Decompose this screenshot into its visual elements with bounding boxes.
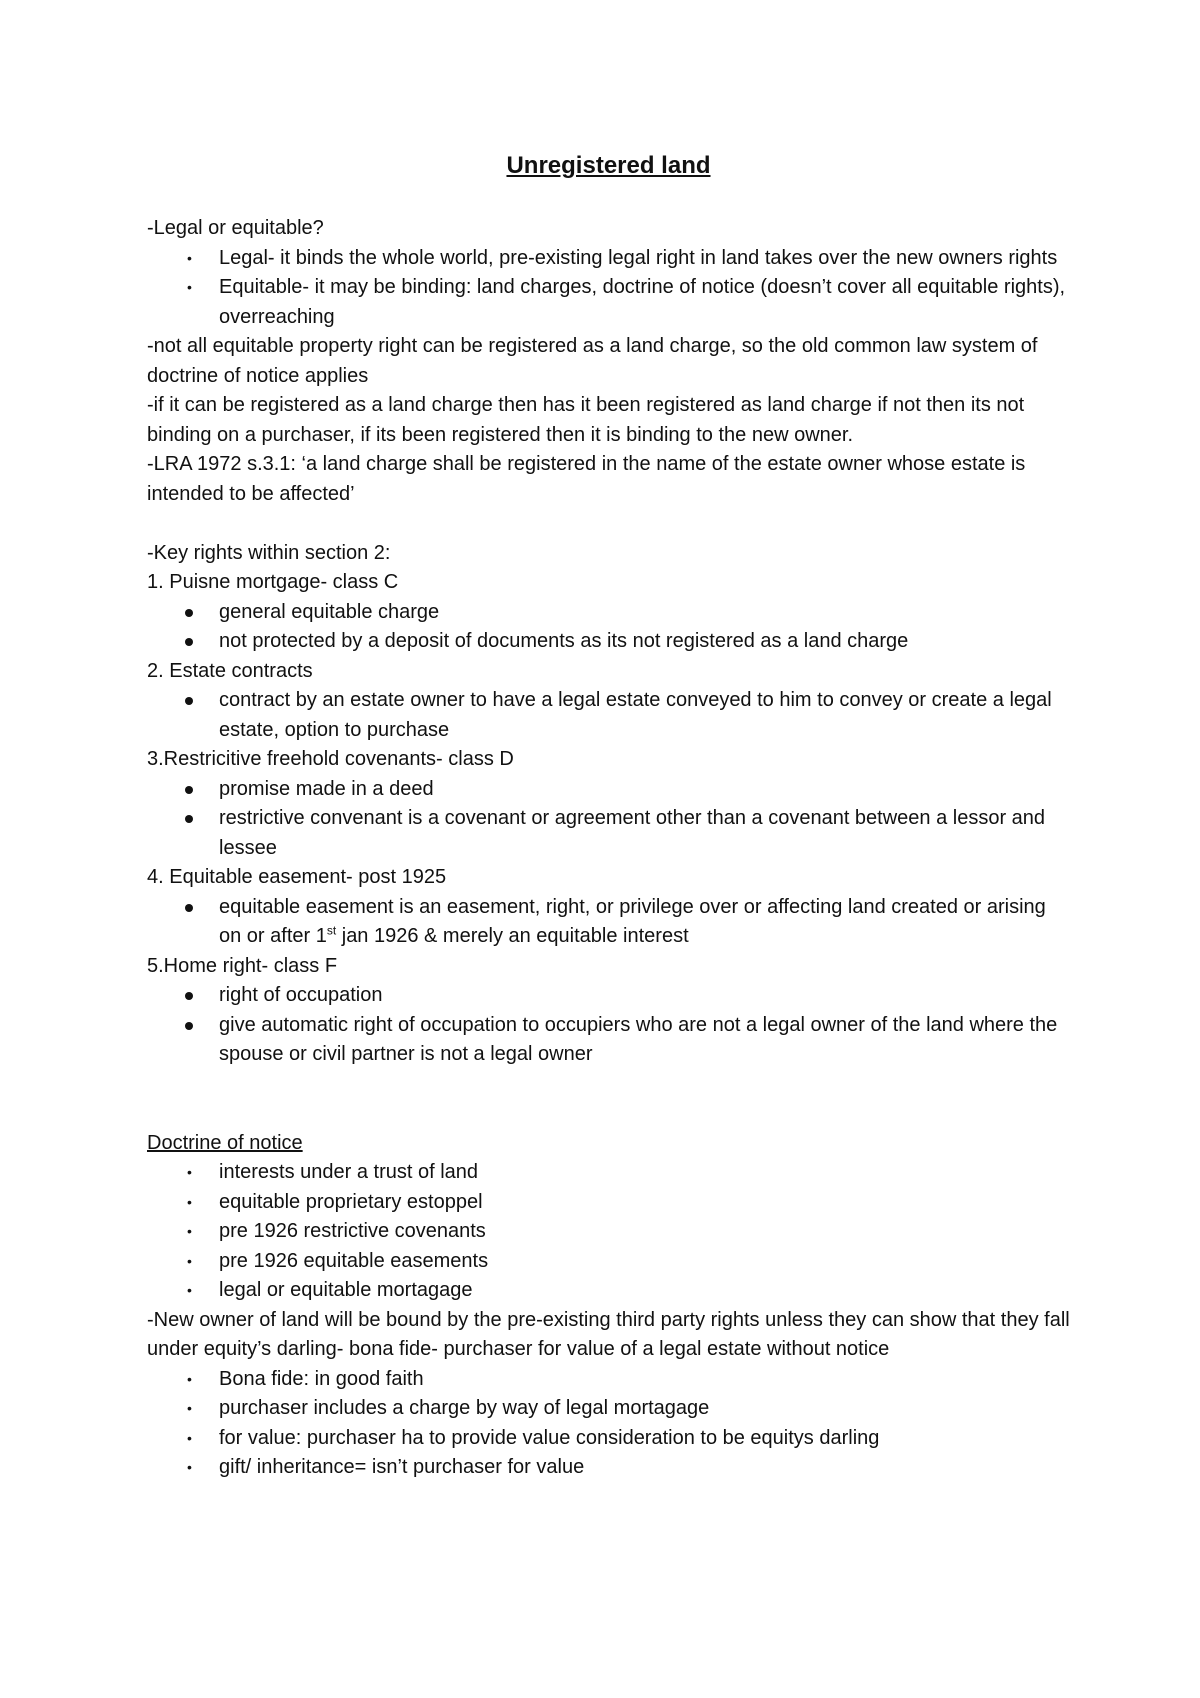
list-item: pre 1926 equitable easements xyxy=(219,1249,489,1272)
right-title: 1. Puisne mortgage- class C xyxy=(147,571,399,593)
superscript: st xyxy=(326,923,337,938)
list-item: restrictive convenant is a covenant or agreement other than a covenant between a lessor and lessee xyxy=(219,807,1046,859)
bullet-list xyxy=(147,775,1070,864)
bullet-list xyxy=(147,686,1070,745)
list-item: Legal- it binds the whole world, pre-existing legal right in land takes over the new owners rights xyxy=(219,246,1058,269)
bullet-list xyxy=(147,893,1070,952)
paragraph: -LRA 1972 s.3.1: ‘a land charge shall be registered in the name of the estate owner whose estate is intended to be affected’ xyxy=(147,453,1026,505)
list-item: interests under a trust of land xyxy=(219,1161,479,1183)
list-item: pre 1926 restrictive covenants xyxy=(219,1220,486,1242)
bullet-list xyxy=(147,981,1070,1070)
list-item: for value: purchaser ha to provide value consideration to be equitys darling xyxy=(219,1426,880,1449)
list-item: legal or equitable mortagage xyxy=(219,1279,473,1301)
list-item: give automatic right of occupation to occupiers who are not a legal owner of the land where the spouse or civil partner is not a legal owner xyxy=(219,1013,1058,1065)
right-title: 4. Equitable easement- post 1925 xyxy=(147,866,447,888)
right-title: 2. Estate contracts xyxy=(147,659,313,682)
list-item: equitable easement is an easement, right, or privilege over or affecting land created or arising on or after 1st jan 1926 & merely an equitable interest xyxy=(219,895,1046,947)
doctrine-bullet-list xyxy=(147,1158,1070,1306)
right-title: 5.Home right- class F xyxy=(147,954,338,977)
list-item: purchaser includes a charge by way of legal mortagage xyxy=(219,1397,710,1419)
list-item: contract by an estate owner to have a legal estate conveyed to him to convey or create a legal estate, option to purchase xyxy=(219,689,1052,741)
list-item: Bona fide: in good faith xyxy=(219,1367,424,1390)
list-item: Equitable- it may be binding: land charges, doctrine of notice (doesn’t cover all equitable rights), overreaching xyxy=(219,276,1066,328)
intro-question: -Legal or equitable? xyxy=(147,217,324,239)
paragraph: -New owner of land will be bound by the pre-existing third party rights unless they can show that they fall under equity’s darling- bona fide- purchaser for value of a legal estate without notice xyxy=(147,1308,1070,1360)
doctrine-heading: Doctrine of notice xyxy=(147,1131,303,1154)
list-item: promise made in a deed xyxy=(219,777,434,800)
section-heading: -Key rights within section 2: xyxy=(147,541,391,564)
doctrine-bullet-list-2 xyxy=(147,1365,1070,1483)
bullet-list xyxy=(147,598,1070,657)
list-item: gift/ inheritance= isn’t purchaser for value xyxy=(219,1456,585,1478)
list-item: general equitable charge xyxy=(219,600,440,623)
spacer xyxy=(147,1099,1070,1129)
list-item: right of occupation xyxy=(219,984,383,1006)
list-item: equitable proprietary estoppel xyxy=(219,1190,483,1213)
intro-bullet-list xyxy=(147,244,1070,333)
spacer xyxy=(147,509,1070,539)
right-title: 3.Restricitive freehold covenants- class D xyxy=(147,748,514,770)
paragraph: -not all equitable property right can be registered as a land charge, so the old common law system of doctrine of notice applies xyxy=(147,335,1038,387)
page-title: Unregistered land xyxy=(506,152,711,179)
spacer xyxy=(147,1070,1070,1100)
list-item: not protected by a deposit of documents as its not registered as a land charge xyxy=(219,630,909,652)
paragraph: -if it can be registered as a land charge then has it been registered as land charge if not then its not binding on a purchaser, if its been registered then it is binding to the new owner. xyxy=(147,394,1025,446)
